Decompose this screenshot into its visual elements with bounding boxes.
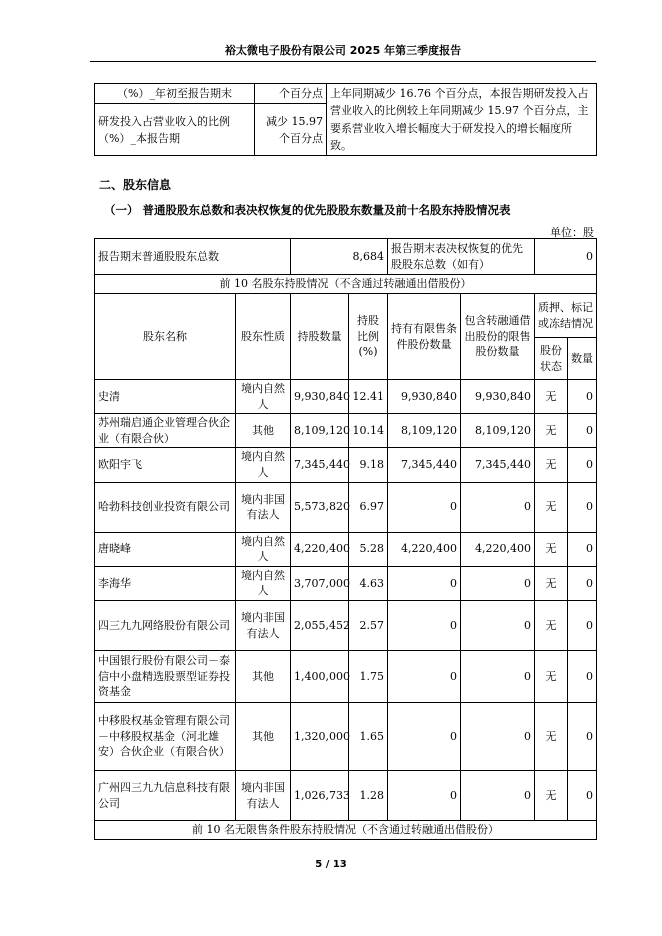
holder-shares: 7,345,440 (291, 448, 349, 482)
unit-label: 单位：股 (550, 226, 594, 239)
holder-shares: 1,400,000 (291, 651, 349, 703)
col-ratio: 持股比例(%) (349, 294, 388, 380)
holder-pledge-count: 0 (568, 532, 597, 566)
table-row (95, 482, 597, 532)
table-row (95, 532, 597, 566)
holder-ratio: 9.18 (349, 448, 388, 482)
pref-holders-value: 0 (535, 239, 597, 275)
holder-nature: 境内非国有法人 (236, 482, 291, 532)
page-number: 5 / 13 (315, 859, 347, 870)
holder-restricted-incl: 0 (461, 482, 535, 532)
table-row (95, 380, 597, 414)
holder-name: 李海华 (95, 566, 236, 600)
holder-shares: 1,026,733 (291, 771, 349, 821)
holder-ratio: 5.28 (349, 532, 388, 566)
holder-shares: 1,320,000 (291, 703, 349, 771)
holder-shares: 9,930,840 (291, 380, 349, 414)
holder-restricted-incl: 8,109,120 (461, 414, 535, 448)
table-row (95, 703, 597, 771)
holder-pledge-count: 0 (568, 448, 597, 482)
holder-pledge-count: 0 (568, 771, 597, 821)
holder-restricted-incl: 0 (461, 703, 535, 771)
holder-name: 唐晓峰 (95, 532, 236, 566)
holder-restricted-incl: 0 (461, 651, 535, 703)
holder-shares: 2,055,452 (291, 601, 349, 651)
holder-restricted: 0 (388, 771, 461, 821)
table-row (95, 771, 597, 821)
holder-restricted: 7,345,440 (388, 448, 461, 482)
holder-shares: 4,220,400 (291, 532, 349, 566)
holder-restricted: 4,220,400 (388, 532, 461, 566)
col-pledge-count: 数量 (568, 338, 597, 380)
holder-ratio: 6.97 (349, 482, 388, 532)
holder-pledge-count: 0 (568, 566, 597, 600)
holder-restricted-incl: 4,220,400 (461, 532, 535, 566)
common-holders-value: 8,684 (291, 239, 388, 275)
page-header-title: 裕太微电子股份有限公司 2025 年第三季度报告 (224, 44, 462, 57)
holder-shares: 8,109,120 (291, 414, 349, 448)
holder-nature: 境内自然人 (236, 532, 291, 566)
holder-restricted-incl: 0 (461, 566, 535, 600)
holder-nature: 境内自然人 (236, 380, 291, 414)
holder-name: 中国银行股份有限公司－泰信中小盘精选股票型证券投资基金 (95, 651, 236, 703)
holder-nature: 其他 (236, 651, 291, 703)
header-divider (90, 61, 596, 62)
table-row (95, 601, 597, 651)
column-header-row (95, 294, 597, 338)
holder-name: 苏州瑞启通企业管理合伙企业（有限合伙） (95, 414, 236, 448)
holder-pledge-status: 无 (535, 566, 568, 600)
rd-note: 上年同期减少 16.76 个百分点，本报告期研发投入占营业收入的比例较上年同期减少 15.97 个百分点，主要系营业收入增长幅度大于研发投入的增长幅度所致。 (327, 84, 597, 156)
holder-ratio: 2.57 (349, 601, 388, 651)
holder-restricted: 0 (388, 601, 461, 651)
holder-nature: 其他 (236, 414, 291, 448)
col-restricted: 持有有限售条件股份数量 (388, 294, 461, 380)
holder-shares: 3,707,000 (291, 566, 349, 600)
top10-caption: 前 10 名股东持股情况（不含通过转融通出借股份） (95, 275, 597, 294)
holder-pledge-status: 无 (535, 703, 568, 771)
holder-ratio: 4.63 (349, 566, 388, 600)
col-pledge-status: 股份状态 (535, 338, 568, 380)
caption-row (95, 821, 597, 840)
rd-ratio-table (94, 83, 597, 156)
holder-ratio: 1.75 (349, 651, 388, 703)
pref-holders-label: 报告期末表决权恢复的优先股股东总数（如有） (388, 239, 535, 275)
holder-ratio: 1.65 (349, 703, 388, 771)
holder-name: 哈勃科技创业投资有限公司 (95, 482, 236, 532)
holder-pledge-status: 无 (535, 601, 568, 651)
holder-pledge-status: 无 (535, 380, 568, 414)
caption-row (95, 275, 597, 294)
holder-restricted: 0 (388, 566, 461, 600)
holder-nature: 境内非国有法人 (236, 771, 291, 821)
table-row (95, 651, 597, 703)
holder-nature: 境内非国有法人 (236, 601, 291, 651)
unrestricted-caption: 前 10 名无限售条件股东持股情况（不含通过转融通出借股份） (95, 821, 597, 840)
holder-pledge-count: 0 (568, 482, 597, 532)
holder-name: 中移股权基金管理有限公司－中移股权基金（河北雄安）合伙企业（有限合伙） (95, 703, 236, 771)
col-nature: 股东性质 (236, 294, 291, 380)
table-row (95, 414, 597, 448)
holder-pledge-count: 0 (568, 703, 597, 771)
holder-pledge-status: 无 (535, 771, 568, 821)
rd-row2-label: 研发投入占营业收入的比例（%）_本报告期 (95, 104, 255, 156)
rd-row1-label: （%）_年初至报告期末 (95, 84, 255, 104)
holder-restricted-incl: 9,930,840 (461, 380, 535, 414)
holder-pledge-count: 0 (568, 380, 597, 414)
holder-name: 四三九九网络股份有限公司 (95, 601, 236, 651)
holder-pledge-count: 0 (568, 601, 597, 651)
holder-restricted: 8,109,120 (388, 414, 461, 448)
section-title: 二、股东信息 (99, 178, 172, 192)
col-name: 股东名称 (95, 294, 236, 380)
holder-pledge-count: 0 (568, 651, 597, 703)
holder-pledge-status: 无 (535, 482, 568, 532)
holder-pledge-status: 无 (535, 651, 568, 703)
holder-pledge-status: 无 (535, 414, 568, 448)
holder-nature: 其他 (236, 703, 291, 771)
table-row (95, 566, 597, 600)
holder-restricted: 0 (388, 482, 461, 532)
col-shares: 持股数量 (291, 294, 349, 380)
holder-restricted-incl: 7,345,440 (461, 448, 535, 482)
holder-restricted: 0 (388, 651, 461, 703)
holder-ratio: 12.41 (349, 380, 388, 414)
col-restricted-incl: 包含转融通借出股份的限售股份数量 (461, 294, 535, 380)
holder-name: 广州四三九九信息科技有限公司 (95, 771, 236, 821)
holder-nature: 境内自然人 (236, 566, 291, 600)
table-row (95, 448, 597, 482)
holder-ratio: 10.14 (349, 414, 388, 448)
rd-row2-value: 减少 15.97 个百分点 (255, 104, 327, 156)
holder-name: 欧阳宇飞 (95, 448, 236, 482)
col-pledge: 质押、标记或冻结情况 (535, 294, 597, 338)
holder-restricted: 9,930,840 (388, 380, 461, 414)
holder-pledge-count: 0 (568, 414, 597, 448)
table-row (95, 84, 597, 104)
subsection-title: （一） 普通股股东总数和表决权恢复的优先股股东数量及前十名股东持股情况表 (104, 203, 511, 217)
holder-pledge-status: 无 (535, 532, 568, 566)
holder-restricted: 0 (388, 703, 461, 771)
common-holders-label: 报告期末普通股股东总数 (95, 239, 291, 275)
holder-nature: 境内自然人 (236, 448, 291, 482)
holder-restricted-incl: 0 (461, 771, 535, 821)
holder-name: 史清 (95, 380, 236, 414)
holder-pledge-status: 无 (535, 448, 568, 482)
summary-row (95, 239, 597, 275)
holder-shares: 5,573,820 (291, 482, 349, 532)
holder-ratio: 1.28 (349, 771, 388, 821)
shareholders-table (94, 238, 597, 840)
holder-restricted-incl: 0 (461, 601, 535, 651)
rd-row1-value: 个百分点 (255, 84, 327, 104)
